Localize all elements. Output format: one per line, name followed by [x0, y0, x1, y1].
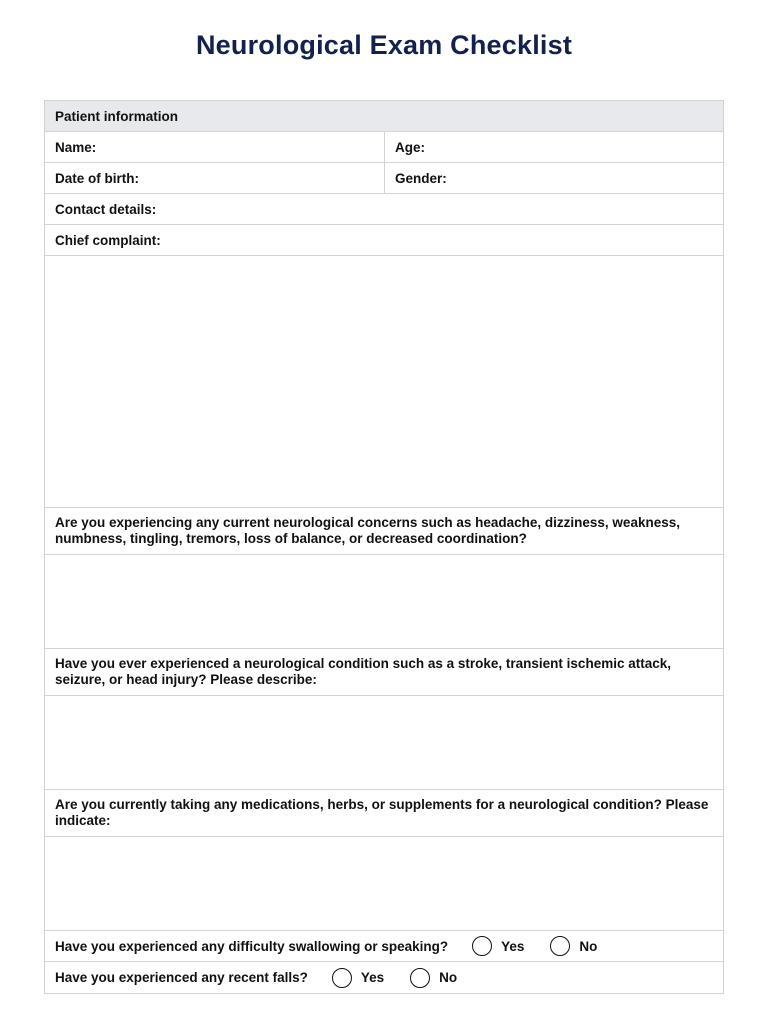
falls-question-label: Have you experienced any recent falls?	[55, 970, 308, 985]
complaint-answer-box[interactable]	[45, 256, 723, 508]
answer-box-2[interactable]	[45, 696, 723, 790]
section-header	[45, 101, 723, 132]
yes-label: Yes	[501, 938, 525, 954]
question-3-label: Are you currently taking any medications, herbs, or supplements for a neurological condition? Please indicate:	[55, 797, 709, 828]
radio-icon[interactable]	[472, 936, 492, 956]
complaint-label: Chief complaint:	[55, 232, 161, 248]
name-field[interactable]: Name:	[55, 139, 97, 155]
gender-field[interactable]: Gender:	[384, 163, 723, 193]
question-2-label: Have you ever experienced a neurological condition such as a stroke, transient ischemic attack, seizure, or head injury? Please describe:	[55, 656, 671, 687]
question-row-3	[45, 790, 723, 837]
falls-no-option[interactable]	[410, 968, 457, 988]
radio-icon[interactable]	[332, 968, 352, 988]
question-1-label: Are you experiencing any current neurological concerns such as headache, dizziness, weakness, numbness, tingling, tremors, loss of balance, or decreased coordination?	[55, 515, 680, 546]
page-title: Neurological Exam Checklist	[195, 30, 573, 60]
answer-box-1[interactable]	[45, 555, 723, 649]
patient-form	[44, 100, 724, 994]
no-label: No	[439, 970, 458, 985]
name-age-row	[45, 132, 723, 163]
yes-no-row-1	[45, 931, 723, 962]
question-row-2	[45, 649, 723, 696]
yes-label: Yes	[360, 970, 385, 985]
swallowing-yes-option[interactable]	[472, 936, 524, 956]
radio-icon[interactable]	[410, 968, 430, 988]
age-field[interactable]: Age:	[384, 132, 723, 162]
radio-icon[interactable]	[550, 936, 570, 956]
falls-yes-option[interactable]	[332, 968, 384, 988]
dob-field[interactable]: Date of birth:	[55, 170, 139, 186]
no-label: No	[579, 938, 598, 954]
swallowing-question-label: Have you experienced any difficulty swallowing or speaking?	[55, 938, 449, 954]
complaint-row	[45, 225, 723, 256]
contact-row	[45, 194, 723, 225]
yes-no-row-2	[45, 962, 723, 993]
answer-box-3[interactable]	[45, 837, 723, 931]
swallowing-no-option[interactable]	[550, 936, 597, 956]
dob-gender-row	[45, 163, 723, 194]
contact-field[interactable]: Contact details:	[55, 201, 157, 217]
question-row-1	[45, 508, 723, 555]
section-header-label: Patient information	[55, 108, 179, 124]
